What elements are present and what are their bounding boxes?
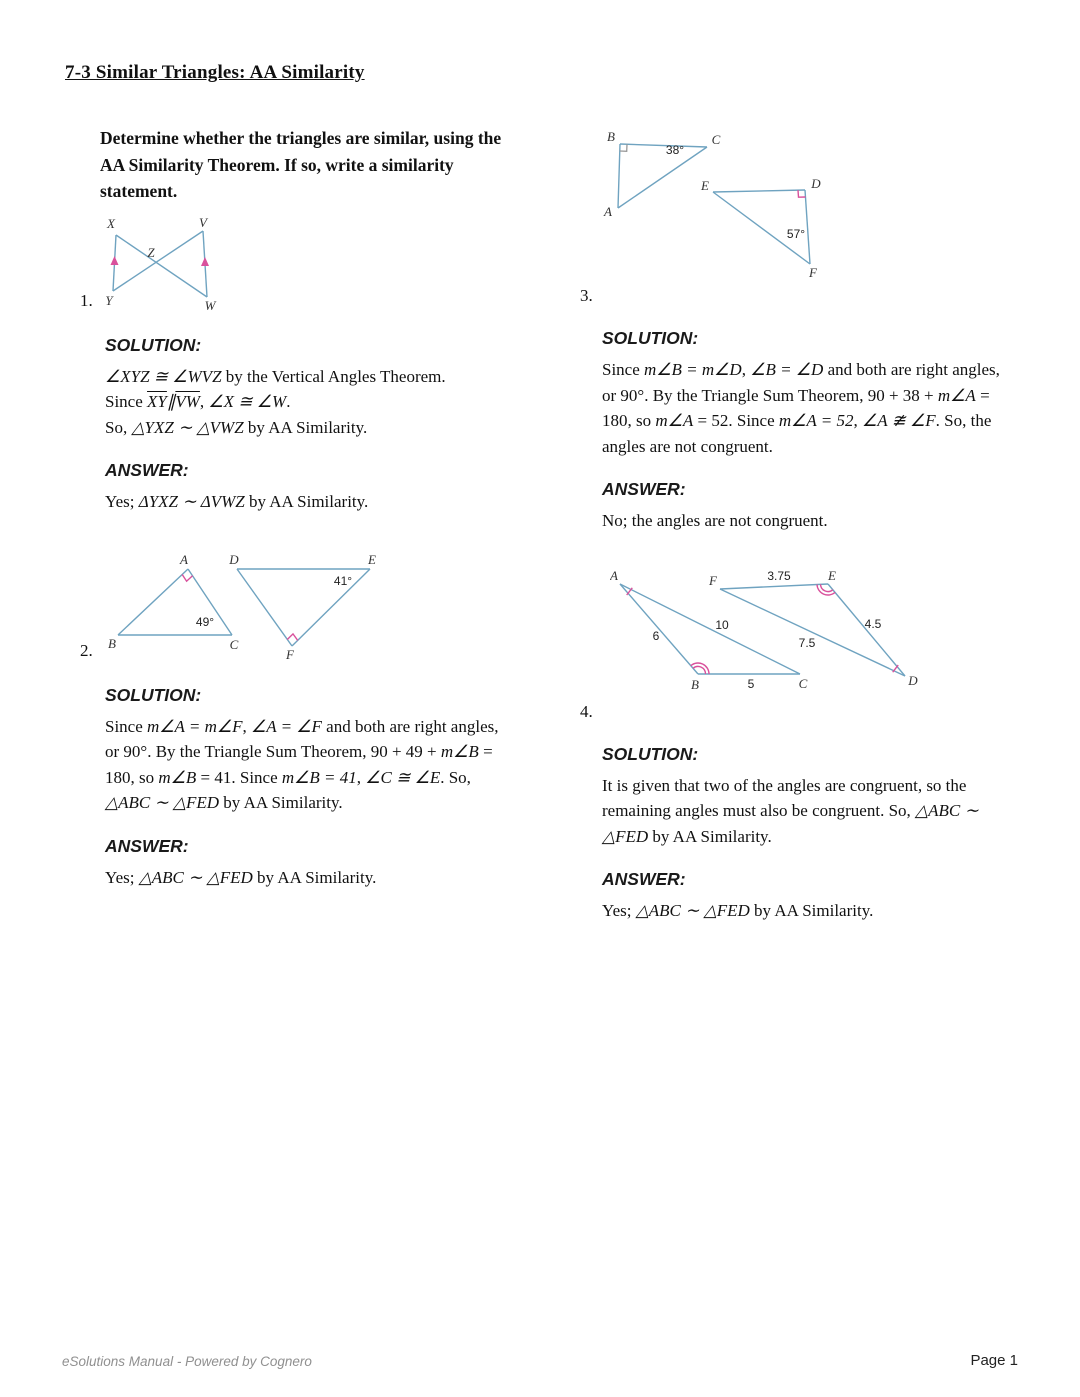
- vertex-label-d: D: [811, 176, 821, 191]
- figure-block-2: [65, 555, 523, 663]
- solution-text: Since m∠B = m∠D, ∠B = ∠D and both are right angles, or 90°. By the Triangle Sum Theorem, 90 + 38 + m∠A = 180, so m∠A = 52. Since m∠A = 52, ∠A ≇ ∠F. So, the angles are not congruent.: [602, 360, 1000, 456]
- problem-2: [65, 555, 523, 891]
- figure-problem-2: [100, 555, 395, 663]
- problem-number: 3.: [580, 286, 593, 305]
- side-label-ac: 10: [715, 617, 729, 632]
- problem-number: 4.: [580, 701, 593, 721]
- side-label-fd: 7.5: [798, 635, 816, 650]
- vertex-label-a: A: [180, 554, 188, 567]
- solution-label: SOLUTION:: [105, 684, 202, 705]
- answer-text: No; the angles are not congruent.: [602, 511, 828, 530]
- vertex-label-w: W: [204, 297, 216, 313]
- figure-block-1: [65, 217, 523, 313]
- problem-1: [65, 217, 523, 515]
- footer-page-number: Page 1: [970, 1352, 1018, 1369]
- right-angle-mark: [287, 634, 297, 641]
- vertex-label-e: E: [368, 554, 376, 567]
- vertex-label-c: C: [711, 132, 721, 147]
- vertex-label-f: F: [709, 572, 717, 588]
- solution-block-1: [105, 335, 523, 515]
- vertex-label-a: A: [604, 204, 612, 219]
- answer-label: ANSWER:: [602, 479, 686, 499]
- problem-3: [580, 128, 1032, 534]
- vertex-label-e: E: [701, 178, 709, 193]
- vertex-label-c: C: [798, 675, 808, 691]
- vertex-label-b: B: [607, 129, 615, 144]
- parallel-arrow-icon: [111, 256, 119, 265]
- vertex-label-v: V: [199, 216, 207, 230]
- vertex-label-x: X: [107, 216, 115, 231]
- solution-block-4: [602, 744, 1032, 924]
- solution-block-2: [105, 685, 523, 891]
- angle-label-49: 49°: [195, 614, 215, 629]
- angle-label-57: 57°: [786, 227, 806, 241]
- problem-4: [580, 568, 1032, 924]
- angle-label-38: 38°: [665, 143, 685, 157]
- vertex-label-f: F: [286, 646, 294, 662]
- answer-text: Yes; ΔYXZ ∼ ΔVWZ by AA Similarity.: [105, 492, 369, 512]
- triangle-abc-lines: [618, 144, 707, 208]
- side-label-bc: 5: [747, 676, 755, 691]
- figure-problem-1: [100, 217, 250, 313]
- triangle-lines: [113, 231, 207, 297]
- solution-text: It is given that two of the angles are congruent, so the remaining angles must also be congruent. So, △ABC ∼ △FED by AA Similarity.: [602, 775, 979, 846]
- vertex-label-b: B: [691, 676, 699, 692]
- side-label-ed: 4.5: [864, 616, 882, 631]
- figure-problem-4: [610, 568, 925, 696]
- solution-label: SOLUTION:: [602, 743, 699, 764]
- triangle-abc-lines: [620, 584, 800, 674]
- vertex-label-d: D: [229, 554, 239, 567]
- vertex-label-e: E: [828, 567, 836, 583]
- vertex-label-f: F: [809, 265, 817, 280]
- answer-label: ANSWER:: [602, 869, 686, 889]
- solution-text: ∠XYZ ≅ ∠WVZ by the Vertical Angles Theorem. Since $\overline{XY}\parallel\overline{VW}$, ∠X ≅ ∠W. So, △YXZ ∼ △VWZ by AA Similarity.: [105, 366, 446, 437]
- figure-block-4: [580, 568, 1032, 696]
- vertex-label-b: B: [108, 635, 116, 651]
- figure-problem-3: [595, 128, 845, 280]
- solution-label: SOLUTION:: [602, 328, 699, 348]
- parallel-arrow-icon: [201, 257, 209, 266]
- right-angle-mark: [798, 190, 806, 197]
- angle-label-41: 41°: [333, 573, 353, 588]
- right-angle-mark: [182, 574, 192, 581]
- answer-label: ANSWER:: [105, 835, 189, 856]
- vertex-label-z: Z: [147, 244, 155, 260]
- instructions: Determine whether the triangles are similar, using the AA Similarity Theorem. If so, write a similarity statement.: [100, 128, 502, 202]
- page-title: 7-3 Similar Triangles: AA Similarity: [65, 62, 365, 83]
- side-label-ab: 6: [652, 628, 660, 643]
- right-angle-mark: [620, 144, 627, 151]
- vertex-label-a: A: [610, 567, 618, 583]
- right-column: [580, 120, 1032, 924]
- left-column: [65, 125, 523, 890]
- solution-label: SOLUTION:: [105, 334, 202, 355]
- answer-text: Yes; △ABC ∼ △FED by AA Similarity.: [602, 901, 874, 920]
- solution-text: Since m∠A = m∠F, ∠A = ∠F and both are right angles, or 90°. By the Triangle Sum Theorem, 90 + 49 + m∠B = 180, so m∠B = 41. Since m∠B = 41, ∠C ≅ ∠E. So, △ABC ∼ △FED by AA Similarity.: [105, 716, 499, 813]
- answer-label: ANSWER:: [105, 460, 189, 481]
- solution-block-3: [602, 328, 1032, 534]
- triangle-abc-lines: [118, 569, 232, 635]
- figure-block-3: [580, 128, 1032, 280]
- side-label-fe: 3.75: [767, 568, 791, 583]
- problem-number: 1.: [80, 290, 93, 310]
- vertex-label-c: C: [229, 636, 239, 652]
- answer-text: Yes; △ABC ∼ △FED by AA Similarity.: [105, 867, 377, 887]
- footer-manual-credit: eSolutions Manual - Powered by Cognero: [62, 1354, 312, 1369]
- problem-number: 2.: [80, 640, 93, 660]
- vertex-label-d: D: [908, 672, 918, 688]
- vertex-label-y: Y: [105, 292, 113, 308]
